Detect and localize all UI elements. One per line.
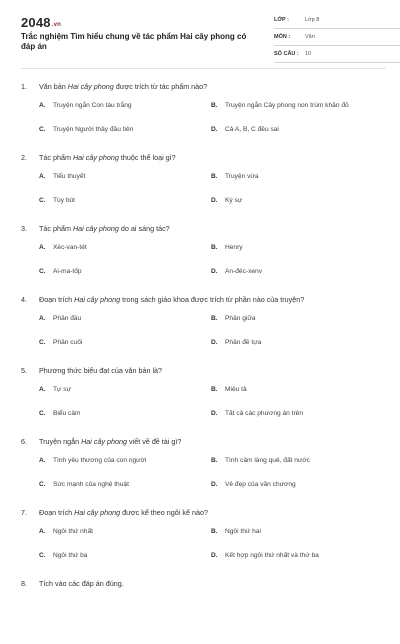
option-letter: A. <box>39 315 46 322</box>
question-list <box>21 76 386 644</box>
question-line <box>21 431 386 451</box>
option-text: Tình yêu thương của con người <box>53 457 147 464</box>
question-text-pre: Tác phẩm <box>39 224 73 233</box>
question-text-post: thuộc thể loại gì? <box>118 153 176 162</box>
option-letter: C. <box>39 268 46 275</box>
option-text: Tình cảm làng quê, đất nước <box>225 457 310 464</box>
answer-option-a[interactable] <box>39 315 81 322</box>
answer-option-c[interactable] <box>39 126 133 133</box>
answer-option-a[interactable] <box>39 528 93 535</box>
answer-option-d[interactable] <box>211 268 262 275</box>
question-text-pre: Tích vào các đáp án đúng. <box>39 579 124 588</box>
question-number: 1. <box>21 82 27 91</box>
answer-option-c[interactable] <box>39 410 81 417</box>
question-item <box>21 76 386 147</box>
answer-option-c[interactable] <box>39 552 87 559</box>
question-text <box>39 224 170 233</box>
question-number: 5. <box>21 366 27 375</box>
question-text-post: do ai sáng tác? <box>118 224 170 233</box>
meta-class-value: Lớp 8 <box>305 17 320 23</box>
question-text <box>39 508 208 517</box>
option-text: Ngôi thứ hai <box>225 528 261 535</box>
option-text: Ngôi thứ ba <box>53 552 88 559</box>
meta-count-row <box>274 48 400 63</box>
logo-main: 2048 <box>21 15 51 30</box>
logo-sub: .vn <box>51 22 62 28</box>
option-letter: D. <box>211 126 218 133</box>
answer-option-b[interactable] <box>211 102 349 109</box>
question-line <box>21 573 386 593</box>
option-text: Henry <box>225 244 243 251</box>
question-line <box>21 218 386 238</box>
question-item <box>21 147 386 218</box>
question-line <box>21 289 386 309</box>
question-line <box>21 76 386 96</box>
question-text-pre: Tác phẩm <box>39 153 73 162</box>
answer-option-b[interactable] <box>211 386 247 393</box>
question-text <box>39 153 176 162</box>
option-text: Tự sự <box>53 386 71 393</box>
question-item <box>21 573 386 644</box>
answer-option-d[interactable] <box>211 339 261 346</box>
answer-option-d[interactable] <box>211 197 242 204</box>
question-number: 4. <box>21 295 27 304</box>
page-header <box>21 0 386 68</box>
header-divider <box>21 68 386 69</box>
option-text: Xéc-van-tét <box>53 244 87 251</box>
option-letter: B. <box>211 102 218 109</box>
question-item <box>21 289 386 360</box>
meta-subject-label: MÔN : <box>274 34 291 40</box>
meta-class-row <box>274 14 400 29</box>
question-text-work-title: Hai cây phong <box>81 437 128 446</box>
option-letter: C. <box>39 339 46 346</box>
answer-option-c[interactable] <box>39 268 82 275</box>
question-text-post: viết về đề tài gì? <box>127 437 182 446</box>
answer-option-d[interactable] <box>211 552 319 559</box>
option-text: Tiểu thuyết <box>53 173 86 180</box>
question-text <box>39 437 181 446</box>
question-text-work-title: Hai cây phong <box>72 153 119 162</box>
answer-option-a[interactable] <box>39 386 71 393</box>
answer-option-b[interactable] <box>211 457 310 464</box>
question-text <box>39 82 207 91</box>
question-item <box>21 502 386 573</box>
option-text: Phần đầu <box>53 315 82 322</box>
answer-option-c[interactable] <box>39 339 82 346</box>
answer-options <box>21 96 386 144</box>
option-letter: B. <box>211 244 218 251</box>
option-letter: C. <box>39 197 46 204</box>
option-letter: A. <box>39 457 46 464</box>
option-text: Sức mạnh của nghệ thuật <box>53 481 129 488</box>
question-text-pre: Đoạn trích <box>39 295 75 304</box>
question-item <box>21 218 386 289</box>
option-text: Kết hợp ngôi thứ nhất và thứ ba <box>225 552 319 559</box>
meta-class-label: LỚP : <box>274 17 289 23</box>
meta-subject-value: Văn <box>305 34 315 40</box>
meta-count-label: SỐ CÂU : <box>274 51 299 57</box>
option-text: Ngôi thứ nhất <box>53 528 93 535</box>
question-text-post: trong sách giáo khoa được trích từ phần nào của truyện? <box>120 295 305 304</box>
option-text: Truyện ngắn Con tàu trắng <box>53 102 132 109</box>
question-text <box>39 295 304 304</box>
option-letter: D. <box>211 197 218 204</box>
answer-options <box>21 522 386 570</box>
meta-count-value: 10 <box>305 51 312 57</box>
answer-options <box>21 380 386 428</box>
option-text: An-đéc-xenv <box>225 268 263 275</box>
quiz-meta <box>274 14 400 65</box>
answer-option-c[interactable] <box>39 197 75 204</box>
answer-option-d[interactable] <box>211 126 279 133</box>
question-text-work-title: Hai cây phong <box>74 295 121 304</box>
option-text: Truyện vừa <box>225 173 259 180</box>
question-item <box>21 360 386 431</box>
question-text <box>39 366 162 375</box>
option-text: Ai-ma-tốp <box>53 268 82 275</box>
question-line <box>21 147 386 167</box>
option-text: Biểu cảm <box>53 410 81 417</box>
question-text-pre: Văn bản <box>39 82 68 91</box>
option-letter: C. <box>39 481 46 488</box>
option-letter: B. <box>211 315 218 322</box>
option-text: Tùy bút <box>53 197 75 204</box>
answer-option-b[interactable] <box>211 528 261 535</box>
option-letter: B. <box>211 173 218 180</box>
option-letter: D. <box>211 552 218 559</box>
answer-option-a[interactable] <box>39 102 132 109</box>
question-text-pre: Đoạn trích <box>39 508 75 517</box>
option-letter: C. <box>39 410 46 417</box>
answer-option-b[interactable] <box>211 315 255 322</box>
option-letter: C. <box>39 552 46 559</box>
answer-option-d[interactable] <box>211 481 296 488</box>
answer-option-b[interactable] <box>211 173 259 180</box>
question-line <box>21 502 386 522</box>
page-title: Trắc nghiệm Tìm hiểu chung về tác phẩm Hai cây phong có đáp án <box>21 32 247 51</box>
option-text: Vẻ đẹp của văn chương <box>225 481 296 488</box>
answer-option-a[interactable] <box>39 457 146 464</box>
question-number: 7. <box>21 508 27 517</box>
option-letter: D. <box>211 410 218 417</box>
option-text: Phần cuối <box>53 339 83 346</box>
answer-option-d[interactable] <box>211 410 303 417</box>
answer-option-a[interactable] <box>39 173 85 180</box>
question-text-work-title: Hai cây phong <box>67 82 114 91</box>
answer-option-b[interactable] <box>211 244 243 251</box>
question-number: 8. <box>21 579 27 588</box>
option-letter: B. <box>211 386 218 393</box>
meta-subject-row <box>274 31 400 46</box>
answer-options <box>21 309 386 357</box>
answer-option-a[interactable] <box>39 244 87 251</box>
question-text-post: được trích từ tác phẩm nào? <box>113 82 208 91</box>
question-number: 6. <box>21 437 27 446</box>
question-number: 3. <box>21 224 27 233</box>
option-text: Phần đề tựa <box>225 339 262 346</box>
option-letter: D. <box>211 339 218 346</box>
option-text: Truyện ngắn Cây phong non trùm khăn đỏ <box>225 102 349 109</box>
option-letter: D. <box>211 268 218 275</box>
question-number: 2. <box>21 153 27 162</box>
answer-option-c[interactable] <box>39 481 129 488</box>
question-text-pre: Truyện ngắn <box>39 437 82 446</box>
question-text <box>39 579 124 588</box>
option-letter: A. <box>39 528 46 535</box>
option-text: Truyện Người thầy đầu tiên <box>53 126 134 133</box>
option-letter: A. <box>39 173 46 180</box>
option-text: Miêu tả <box>225 386 247 393</box>
option-letter: B. <box>211 457 218 464</box>
answer-options <box>21 238 386 286</box>
site-logo[interactable] <box>21 15 61 30</box>
question-text-post: được kể theo ngôi kể nào? <box>120 508 208 517</box>
answer-options <box>21 167 386 215</box>
option-text: Phần giữa <box>225 315 256 322</box>
option-letter: C. <box>39 126 46 133</box>
question-line <box>21 360 386 380</box>
option-letter: A. <box>39 386 46 393</box>
question-text-pre: Phương thức biểu đạt của văn bản là? <box>39 366 163 375</box>
option-letter: B. <box>211 528 218 535</box>
answer-options <box>21 451 386 499</box>
option-text: Ký sự <box>225 197 243 204</box>
question-text-work-title: Hai cây phong <box>72 224 119 233</box>
option-text: Cả A, B, C đều sai <box>225 126 279 133</box>
question-item <box>21 431 386 502</box>
question-text-work-title: Hai cây phong <box>74 508 121 517</box>
option-letter: A. <box>39 102 46 109</box>
option-letter: A. <box>39 244 46 251</box>
option-letter: D. <box>211 481 218 488</box>
option-text: Tất cả các phương án trên <box>225 410 304 417</box>
